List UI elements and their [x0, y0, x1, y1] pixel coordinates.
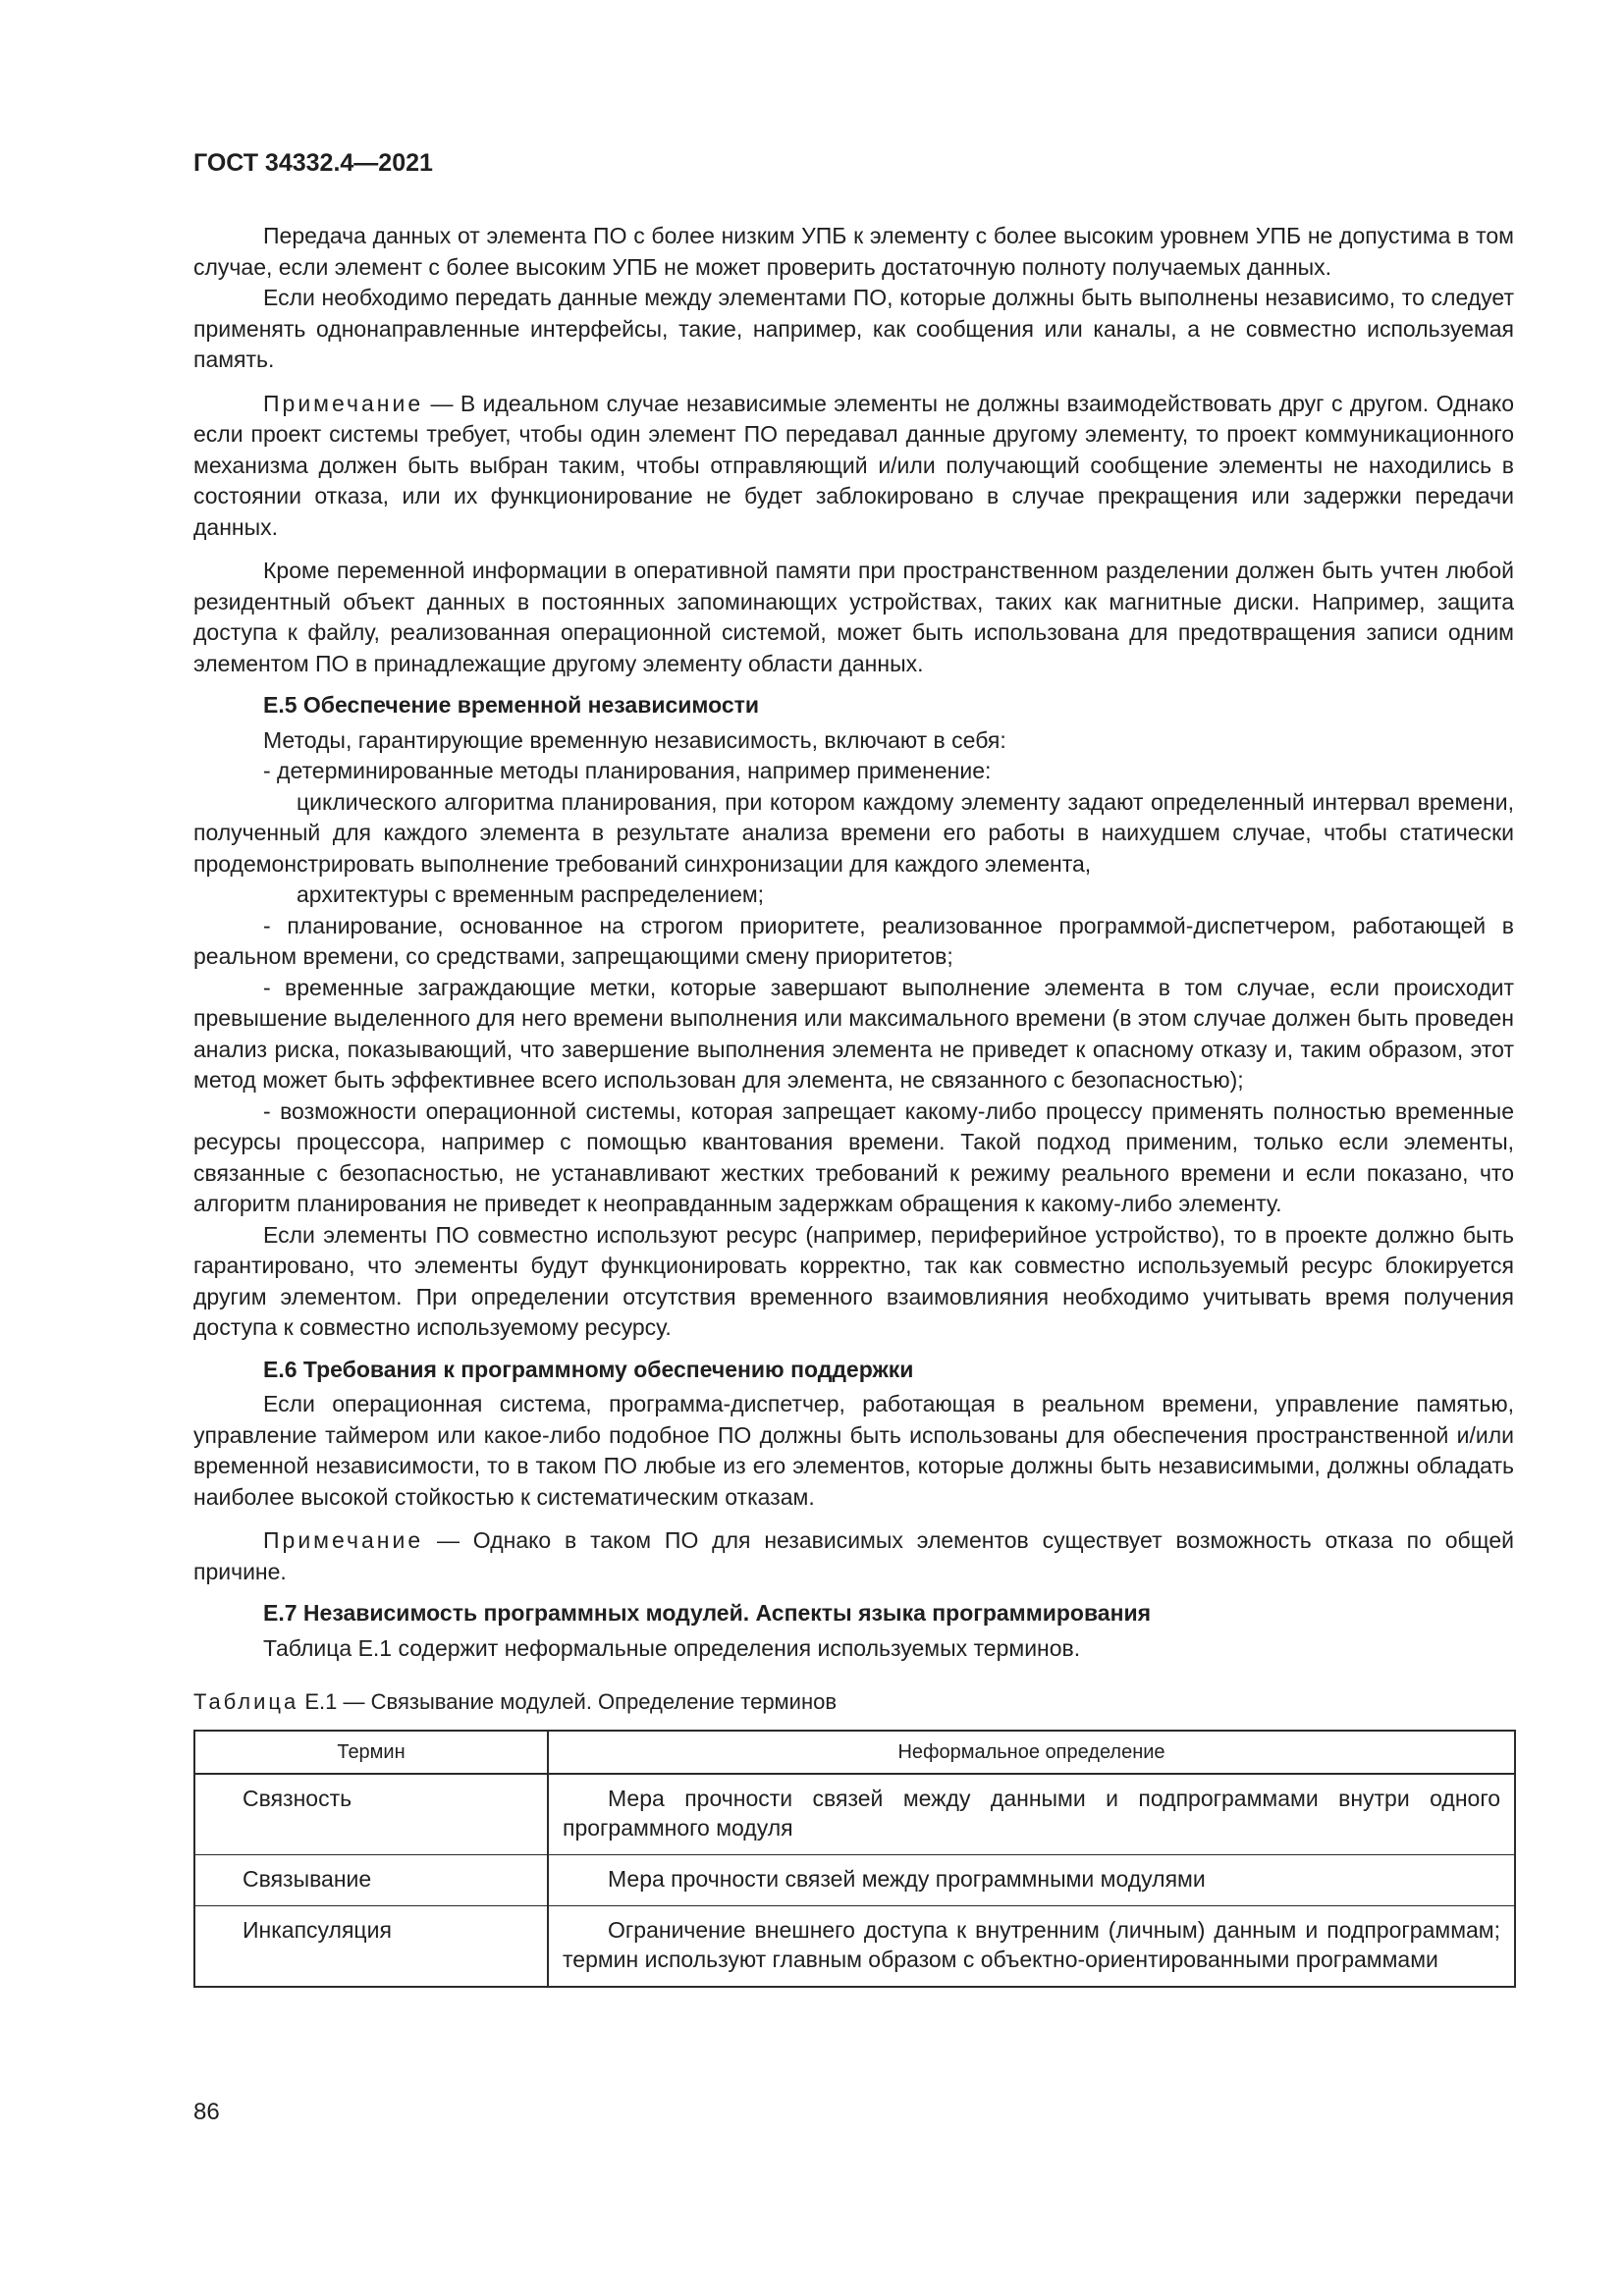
table-row: [194, 1774, 1515, 1855]
section-heading: Е.6 Требования к программному обеспечению поддержки: [263, 1356, 914, 1382]
paragraph: Если элементы ПО совместно используют ресурс (например, периферийное устройство), то в проекте должно быть гарантировано, что элементы будут функционировать корректно, так как совместно используемый ресурс блокируется другим элементом. При определении отсутствия временного взаимовлияния необходимо учитывать время получения доступа к совместно используемому ресурсу.: [193, 1221, 1514, 1340]
section-heading: Е.5 Обеспечение временной независимости: [263, 692, 760, 718]
note-label: Примечание: [263, 390, 424, 416]
paragraph: Таблица Е.1 содержит неформальные определения используемых терминов.: [263, 1634, 1081, 1661]
section-heading: Е.7 Независимость программных модулей. Аспекты языка программирования: [263, 1600, 1152, 1626]
table-row: [194, 1855, 1515, 1906]
definition-cell: Мера прочности связей между программными модулями: [548, 1855, 1515, 1906]
document-page: [193, 149, 1514, 1988]
note-text: — В идеальном случае независимые элементы не должны взаимодействовать друг с другом. Однако если проект системы требует, чтобы один элемент ПО передавал данные другому элементу, то проект коммуникационного механизма должен быть выбран таким, чтобы отправляющий и/или получающий сообщение элементы не находились в состоянии отказа, или их функционирование не будет заблокировано в случае прекращения или задержки передачи данных.: [193, 390, 1514, 540]
note-label: Примечание: [263, 1527, 424, 1553]
term-cell: Инкапсуляция: [194, 1906, 548, 1988]
note: [193, 389, 1514, 544]
paragraph: Передача данных от элемента ПО с более низким УПБ к элементу с более высоким уровнем УПБ не допустима в том случае, если элемент с более высоким УПБ не может проверить достаточную полноту получаемых данных.: [193, 223, 1514, 280]
list-item: - планирование, основанное на строгом приоритете, реализованное программой-диспетчером, работающей в реальном времени, со средствами, запрещающими смену приоритетов;: [193, 912, 1514, 969]
list-subitem: архитектуры с временным распределением;: [297, 881, 765, 907]
definition-cell: Мера прочности связей между данными и подпрограммами внутри одного программного модуля: [548, 1774, 1515, 1855]
table-header-row: [194, 1731, 1515, 1774]
paragraph: Кроме переменной информации в оперативной памяти при пространственном разделении должен быть учтен любой резидентный объект данных в постоянных запоминающих устройствах, таких как магнитные диски. Например, защита доступа к файлу, реализованная операционной системой, может быть использована для предотвращения записи одним элементом ПО в принадлежащие другому элементу области данных.: [193, 558, 1514, 676]
paragraph: Если операционная система, программа-диспетчер, работающая в реальном времени, управление памятью, управление таймером или какое-либо подобное ПО должны быть использованы для обеспечения пространственной и/или временной независимости, то в таком ПО любые из его элементов, которые должны быть независимыми, должны обладать наиболее высокой стойкостью к систематическим отказам.: [193, 1391, 1514, 1510]
table-header-definition: Неформальное определение: [548, 1731, 1515, 1774]
list-subitem: циклического алгоритма планирования, при котором каждому элементу задают определенный интервал времени, полученный для каждого элемента в результате анализа времени его работы в наихудшем случае, чтобы статически продемонстрировать выполнение требований синхронизации для каждого элемента,: [193, 788, 1514, 877]
table-caption: [193, 1687, 1514, 1717]
paragraph: Если необходимо передать данные между элементами ПО, которые должны быть выполнены независимо, то следует применять однонаправленные интерфейсы, такие, например, как сообщения или каналы, а не совместно используемая память.: [193, 285, 1514, 372]
list-item: - временные заграждающие метки, которые завершают выполнение элемента в том случае, если происходит превышение выделенного для него времени выполнения или максимального времени (в этом случае должен быть проведен анализ риска, показывающий, что завершение выполнения элемента не приведет к опасному отказу и, таким образом, этот метод может быть эффективнее всего использован для элемента, не связанного с безопасностью);: [193, 974, 1514, 1093]
note: [193, 1525, 1514, 1587]
document-header: ГОСТ 34332.4—2021: [193, 149, 433, 177]
list-item: - детерминированные методы планирования, например применение:: [263, 758, 992, 783]
terms-table: [193, 1730, 1516, 1988]
list-item: - возможности операционной системы, которая запрещает какому-либо процессу применять полностью временные ресурсы процессора, например с помощью квантования времени. Такой подход применим, только если элементы, связанные с безопасностью, не устанавливают жестких требований к режиму реального времени и если показано, что алгоритм планирования не приведет к неоправданным задержкам обращения к какому-либо элементу.: [193, 1097, 1514, 1216]
note-text: — Однако в таком ПО для независимых элементов существует возможность отказа по общей причине.: [193, 1527, 1514, 1584]
table-row: [194, 1906, 1515, 1988]
table-caption-text: Е.1 — Связывание модулей. Определение терминов: [298, 1689, 838, 1714]
term-cell: Связность: [194, 1774, 548, 1855]
term-cell: Связывание: [194, 1855, 548, 1906]
page-number: 86: [193, 2099, 220, 2125]
table-caption-label: Таблица: [193, 1689, 299, 1714]
definition-cell: Ограничение внешнего доступа к внутренним (личным) данным и подпрограммам; термин используют главным образом с объектно-ориентированными программами: [548, 1906, 1515, 1988]
paragraph: Методы, гарантирующие временную независимость, включают в себя:: [263, 726, 1006, 753]
table-header-term: Термин: [194, 1731, 548, 1774]
